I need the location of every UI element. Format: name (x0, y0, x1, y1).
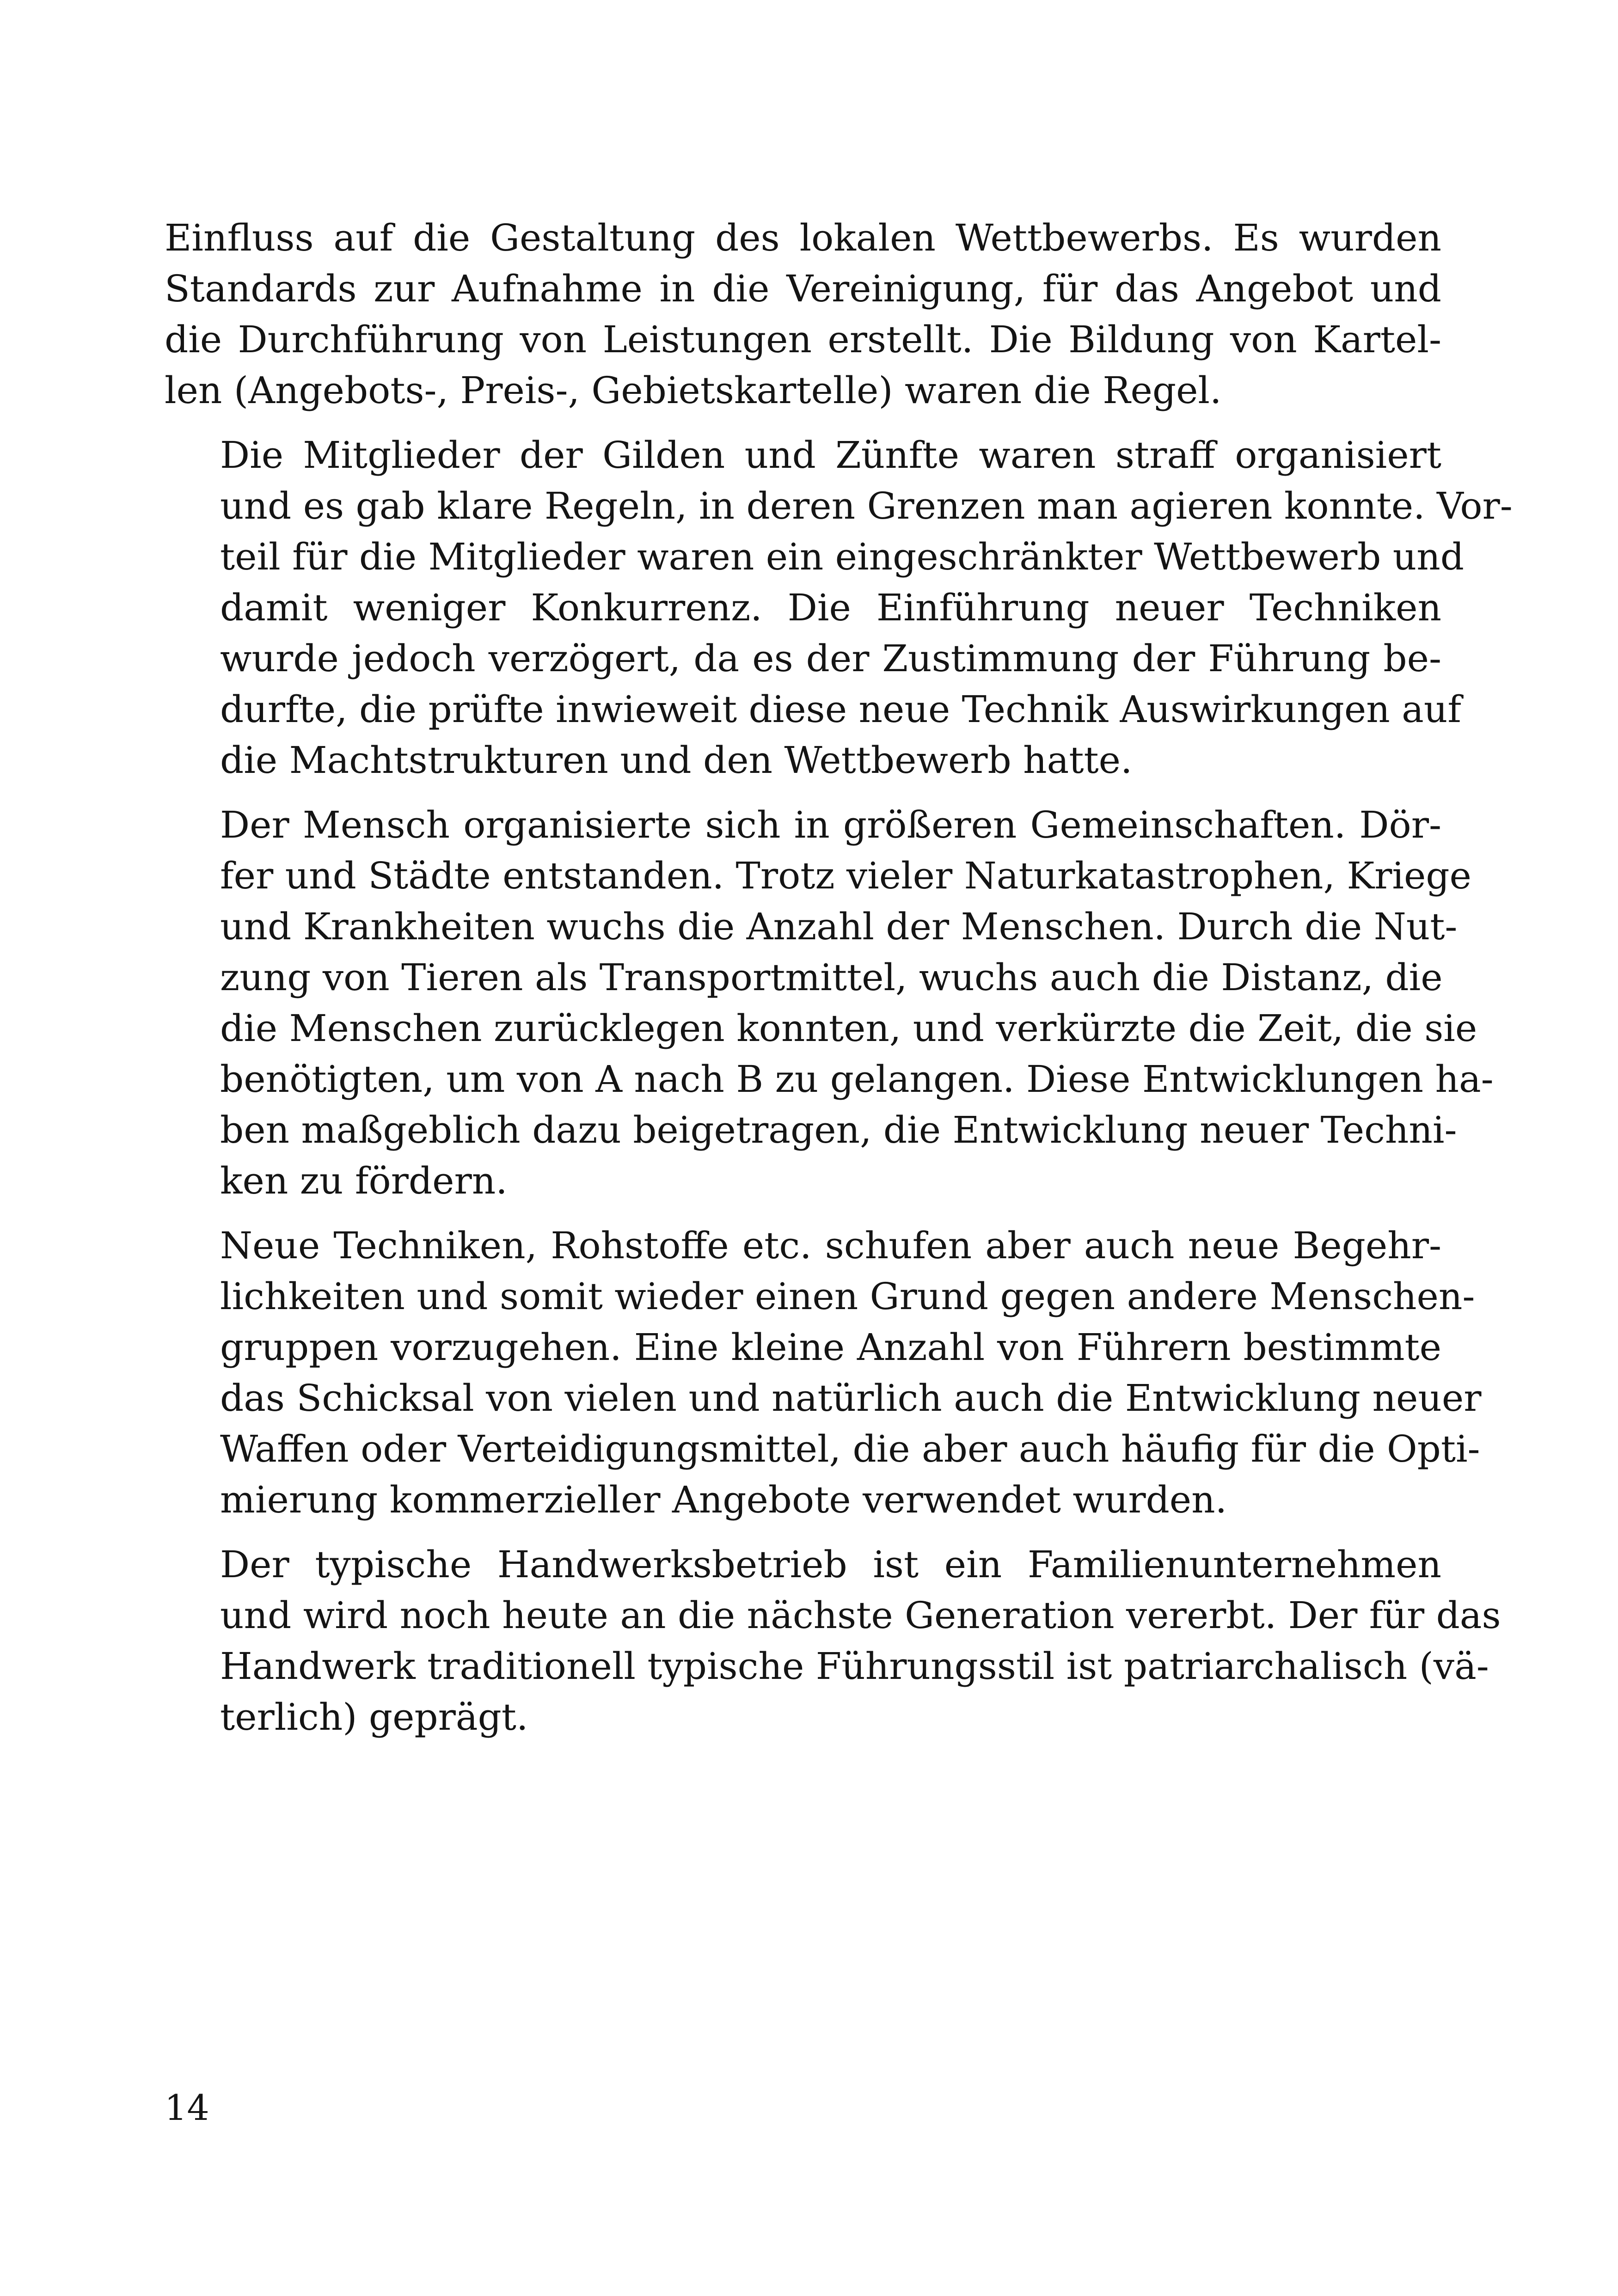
text-line: Die Mitglieder der Gilden und Zünfte waren straff organisiert (220, 434, 1441, 477)
text-line: fer und Städte entstanden. Trotz vieler Naturkatastrophen, Kriege (220, 854, 1471, 897)
text-line: Waffen oder Verteidigungsmittel, die aber auch häufig für die Opti- (220, 1427, 1480, 1470)
text-line: terlich) geprägt. (220, 1696, 528, 1739)
text-line: das Schicksal von vielen und natürlich auch die Entwicklung neuer (220, 1377, 1482, 1420)
paragraph-4 (165, 1220, 1482, 1525)
body-text (165, 213, 1513, 1757)
page-number: 14 (165, 2087, 209, 2128)
text-line: wurde jedoch verzögert, da es der Zustimmung der Führung be- (220, 637, 1441, 680)
text-line: damit weniger Konkurrenz. Die Einführung neuer Techniken (220, 586, 1441, 629)
text-line: ken zu fördern. (220, 1159, 508, 1202)
text-line: und wird noch heute an die nächste Generation vererbt. Der für das (220, 1594, 1501, 1637)
text-line: Standards zur Aufnahme in die Vereinigung, für das Angebot und (165, 267, 1441, 310)
text-line: Der Mensch organisierte sich in größeren Gemeinschaften. Dör- (220, 803, 1441, 846)
text-line: mierung kommerzieller Angebote verwendet wurden. (220, 1478, 1227, 1521)
text-line: die Machtstrukturen und den Wettbewerb hatte. (220, 739, 1133, 782)
text-line: ben maßgeblich dazu beigetragen, die Entwicklung neuer Techni- (220, 1108, 1457, 1151)
text-line: zung von Tieren als Transportmittel, wuchs auch die Distanz, die (220, 956, 1443, 999)
text-line: und Krankheiten wuchs die Anzahl der Menschen. Durch die Nut- (220, 905, 1458, 948)
paragraph-1 (165, 213, 1441, 416)
paragraph-3 (165, 800, 1494, 1206)
text-line: durfte, die prüfte inwieweit diese neue Technik Auswirkungen auf (220, 688, 1461, 731)
text-line: Einfluss auf die Gestaltung des lokalen Wettbewerbs. Es wurden (165, 216, 1441, 259)
text-line: teil für die Mitglieder waren ein eingeschränkter Wettbewerb und (220, 535, 1465, 578)
text-line: lichkeiten und somit wieder einen Grund gegen andere Menschen- (220, 1275, 1475, 1318)
paragraph-2 (165, 430, 1513, 786)
text-line: die Menschen zurücklegen konnten, und verkürzte die Zeit, die sie (220, 1007, 1477, 1050)
text-line: benötigten, um von A nach B zu gelangen. Diese Entwicklungen ha- (220, 1058, 1494, 1101)
text-line: gruppen vorzugehen. Eine kleine Anzahl von Führern bestimmte (220, 1326, 1441, 1369)
text-line: und es gab klare Regeln, in deren Grenzen man agieren konnte. Vor- (220, 484, 1513, 527)
text-line: Neue Techniken, Rohstoffe etc. schufen aber auch neue Begehr- (220, 1224, 1441, 1267)
text-line: Der typische Handwerksbetrieb ist ein Familienunternehmen (220, 1543, 1441, 1586)
text-line: Handwerk traditionell typische Führungsstil ist patriarchalisch (vä- (220, 1645, 1489, 1688)
text-line: len (Angebots-, Preis-, Gebietskartelle) waren die Regel. (165, 369, 1222, 412)
text-line: die Durchführung von Leistungen erstellt. Die Bildung von Kartel- (165, 318, 1441, 361)
paragraph-5 (165, 1539, 1501, 1743)
